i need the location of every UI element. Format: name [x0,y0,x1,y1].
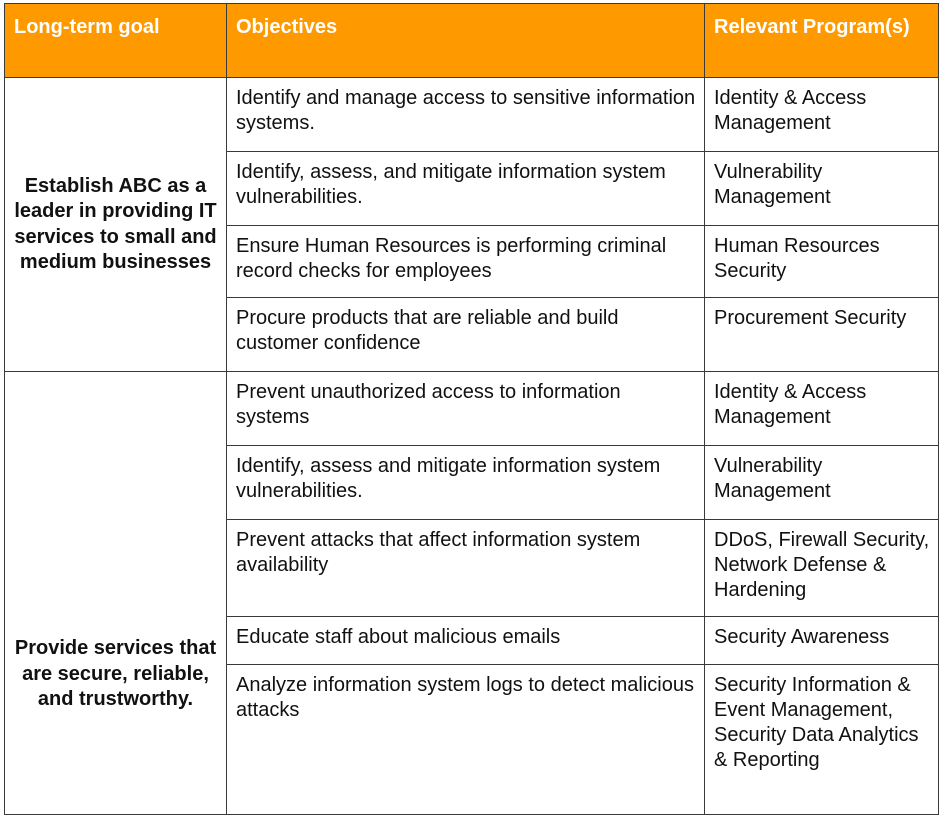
objective-cell: Prevent unauthorized access to information systems [227,372,705,446]
header-objectives: Objectives [227,4,705,78]
table-row [5,372,939,446]
program-cell: Identity & Access Management [705,372,939,446]
header-programs: Relevant Program(s) [705,4,939,78]
program-cell: Procurement Security [705,298,939,372]
objective-cell: Identify, assess, and mitigate information system vulnerabilities. [227,152,705,226]
objective-cell: Prevent attacks that affect information system availability [227,520,705,617]
goal-cell: Provide services that are secure, reliable, and trustworthy. [5,372,227,815]
program-cell: Vulnerability Management [705,152,939,226]
header-row [5,4,939,78]
objective-cell: Educate staff about malicious emails [227,617,705,665]
program-cell: Identity & Access Management [705,78,939,152]
objective-cell: Ensure Human Resources is performing criminal record checks for employees [227,226,705,298]
table-row [5,78,939,152]
goal-cell: Establish ABC as a leader in providing IT services to small and medium businesses [5,78,227,372]
objective-cell: Identify, assess and mitigate information system vulnerabilities. [227,446,705,520]
program-cell: Human Resources Security [705,226,939,298]
program-cell: DDoS, Firewall Security, Network Defense & Hardening [705,520,939,617]
program-cell: Vulnerability Management [705,446,939,520]
objective-cell: Analyze information system logs to detect malicious attacks [227,665,705,815]
goals-table [4,3,939,815]
objective-cell: Procure products that are reliable and build customer confidence [227,298,705,372]
program-cell: Security Awareness [705,617,939,665]
header-goal: Long-term goal [5,4,227,78]
objective-cell: Identify and manage access to sensitive information systems. [227,78,705,152]
program-cell: Security Information & Event Management, Security Data Analytics & Reporting [705,665,939,815]
